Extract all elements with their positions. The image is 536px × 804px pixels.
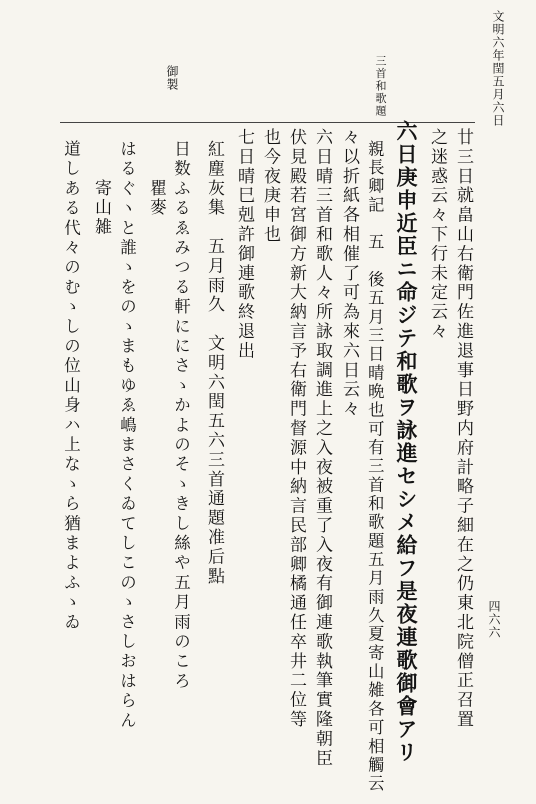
poem-title-yosan: 寄山雑	[91, 140, 111, 237]
body-line-1: 廿三日就畠山右衛門佐進退事日野内府計略子細在之仍東北院僧正召置	[453, 128, 473, 730]
poem-line-3: 道しある代々のむゝしの位山身ハ上なゝら猶まよふゝゐ	[61, 140, 81, 633]
body-line-2: 之迷惑云々下行未定云々	[427, 128, 447, 342]
running-title: 文明六年閏五月六日	[491, 10, 505, 127]
body-line-10: 紅塵灰集 五月雨久 文明六閏五六三首通題准后點	[204, 140, 224, 587]
body-line-7: 伏見殿若宮御方新大納言予右衛門督源中納言民部卿橘通任卒井二位等	[286, 128, 306, 730]
body-line-3-heading: 六日庚申近臣ニ命ジテ和歌ヲ詠進セシメ給フ是夜連歌御會アリ	[394, 120, 419, 764]
body-line-4: 親長卿記 五 後五月三日晴晩也可有三首和歌題五月雨久夏寄山雑各可相觸云	[365, 140, 385, 794]
body-line-5: 々以折紙各相催了可為來六日云々	[339, 128, 359, 419]
body-line-9: 七日晴巳剋許御連歌終退出	[234, 128, 254, 361]
poem-line-2: はるぐヽと誰ゝをのゝまもゆゑ嶋まさくゐてしこのゝさしおはらん	[117, 140, 137, 731]
body-line-6: 六日晴三首和歌人々所詠取調進上之入夜被重了入夜有御連歌執筆實隆朝臣	[312, 128, 332, 769]
body-line-8: 也今夜庚申也	[260, 128, 280, 245]
margin-note-sandai: 三首和歌題	[374, 55, 387, 118]
page-number: 四六六	[487, 600, 501, 639]
poem-line-1: 日数ふるゑみつる軒ににさゝかよのそゝきし絲や五月雨のころ	[171, 140, 191, 692]
poem-title-kuba: 瞿麥	[146, 140, 166, 218]
margin-note-gyosei: 御製	[165, 65, 179, 91]
